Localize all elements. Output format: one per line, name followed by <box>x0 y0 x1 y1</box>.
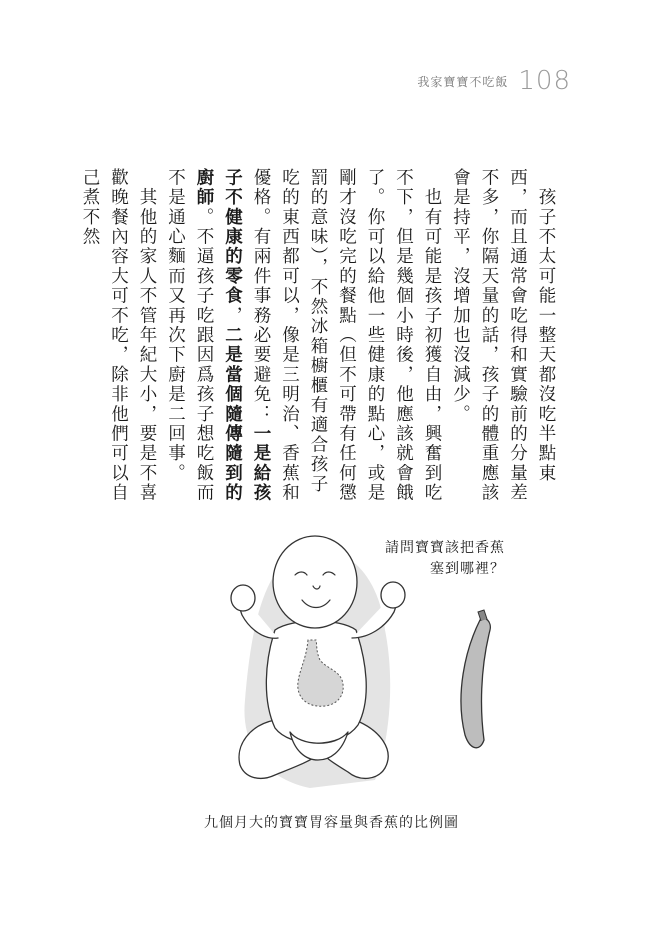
paragraph-3 <box>76 168 162 508</box>
paragraph-2-bold-1: 一是給孩子不健康的零食 <box>222 168 271 503</box>
paragraph-2 <box>161 168 446 508</box>
page-number: 108 <box>518 66 571 96</box>
baby-right-fist <box>381 582 405 608</box>
paragraph-1 <box>446 168 560 508</box>
book-title: 我家寶寶不吃飯 <box>417 74 509 89</box>
paragraph-2-text-d: 。不逼孩子吃跟因爲孩子想吃飯而不是通心麵而又再次下廚是二回事。 <box>165 168 214 503</box>
baby-banana-illustration <box>180 520 560 800</box>
paragraph-2-bold-2: 二是當個隨傳隨到的廚師 <box>194 168 243 503</box>
paragraph-2-text-a: 也有可能是孩子初獲自由，興奮到吃不下，但是幾個小時後，他應該就會餓了。你可以給他一些健康的點心，或是剛才沒吃完的餐點（但不可帶有任何懲罰的意味），不然冰箱櫥櫃有適合孩子吃的東西都可以，像是三明治、香蕉和優格。有兩件事務必要避免： <box>251 168 442 503</box>
figure-caption: 九個月大的寶寶胃容量與香蕉的比例圖 <box>204 815 459 831</box>
banana-stem <box>478 610 487 621</box>
bubble-line-1: 請問寶寶該把香蕉 <box>385 540 505 556</box>
paragraph-1-text: 孩子不太可能一整天都沒吃半點東西，而且通常會吃得和實驗前的分量差不多，你隔天量的話，孩子的體重應該會是持平，沒增加也沒減少。 <box>450 168 556 503</box>
body-text <box>80 168 560 508</box>
bubble-line-2: 塞到哪裡？ <box>430 561 505 577</box>
baby-head <box>273 536 357 628</box>
baby-left-fist <box>231 585 255 611</box>
banana <box>461 618 490 747</box>
speech-bubble <box>385 538 505 580</box>
page-header <box>417 66 571 96</box>
paragraph-2-text-c: ， <box>222 305 243 326</box>
paragraph-3-text: 其他的家人不管年紀大小，要是不喜歡晚餐內容大可不吃，除非他們可以自己煮不然 <box>80 168 157 503</box>
